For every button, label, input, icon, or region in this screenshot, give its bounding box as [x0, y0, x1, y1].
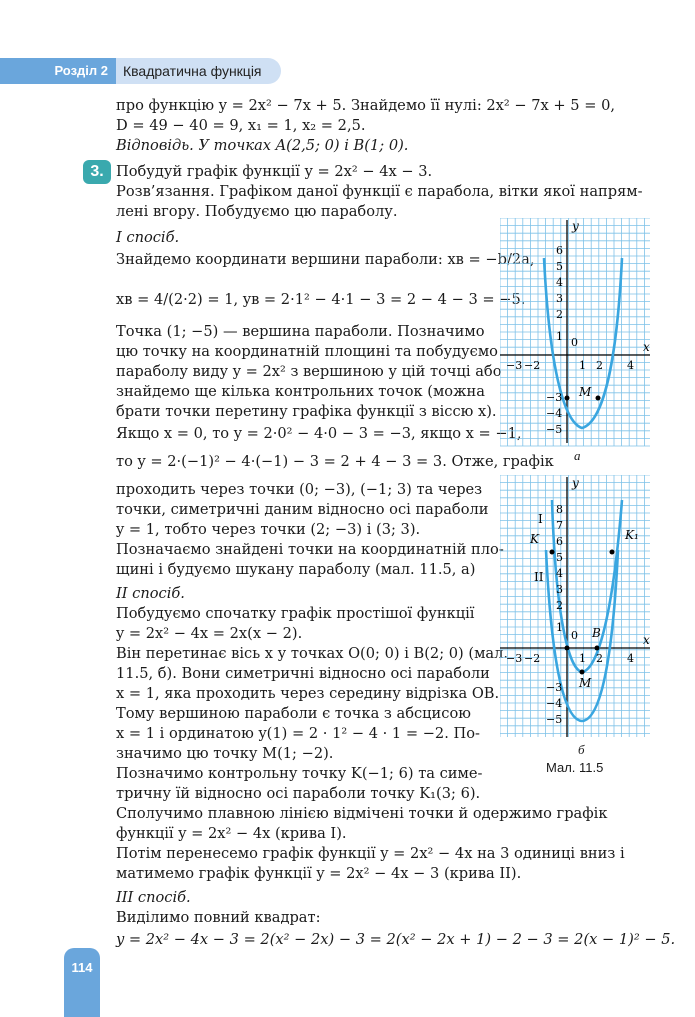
text-line: значимо цю точку M(1; −2).: [116, 745, 334, 762]
y-tick: 6: [556, 535, 563, 548]
text-line: цю точку на координатній площині та побудуємо: [116, 343, 498, 360]
y-tick: 1: [556, 330, 563, 343]
text-line: 11.5, б). Вони симетричні відносно осі параболи: [116, 665, 490, 682]
point-marker: [595, 646, 600, 651]
graph-b-grid: [500, 475, 650, 737]
text-line: D = 49 − 40 = 9, x₁ = 1, x₂ = 2,5.: [116, 117, 366, 134]
point-marker: [565, 646, 570, 651]
complete-square-formula: y = 2x² − 4x − 3 = 2(x² − 2x) − 3 = 2(x² − 2x + 1) − 2 − 3 = 2(x − 1)² − 5.: [116, 931, 676, 948]
point-label-k: K: [530, 532, 539, 546]
x-tick: −3: [506, 359, 523, 372]
y-tick: −4: [546, 697, 563, 710]
text-line: точки, симетричні даним відносно осі параболи: [116, 501, 489, 518]
graph-a-grid: [500, 218, 650, 446]
point-label-b: B: [592, 626, 601, 640]
figure-caption: Мал. 11.5: [546, 760, 604, 775]
page-number-tab: [64, 948, 100, 1017]
y-tick: −5: [546, 713, 563, 726]
x-tick: 2: [596, 652, 603, 665]
x-tick: −2: [524, 359, 541, 372]
text-line: x = 1 і ординатою y(1) = 2 · 1² − 4 · 1 = −2. По-: [116, 725, 480, 742]
x-axis-label: x: [643, 633, 650, 647]
point-label-m: M: [579, 676, 592, 690]
text-line: тричну їй відносно осі параболи точку K₁(3; 6).: [116, 785, 481, 802]
text-line: проходить через точки (0; −3), (−1; 3) та через: [116, 481, 483, 498]
text-line: щині і будуємо шукану параболу (мал. 11.5, а): [116, 561, 476, 578]
text-line: брати точки перетину графіка функції з віссю x).: [116, 403, 497, 420]
method-heading: II спосіб.: [116, 585, 185, 602]
point-marker: [580, 670, 585, 675]
text-line: знайдемо ще кілька контрольних точок (можна: [116, 383, 485, 400]
curve-ii-label: II: [534, 570, 544, 584]
graph-a-label: а: [574, 448, 581, 463]
point-marker: [565, 396, 570, 401]
x-tick: 1: [579, 652, 586, 665]
page-number: 114: [71, 960, 93, 975]
x-tick: 4: [627, 359, 634, 372]
y-tick: −3: [546, 391, 563, 404]
section-label: Розділ 2: [0, 58, 116, 84]
text-line: Позначаємо знайдені точки на координатній пло-: [116, 541, 504, 558]
text-line: про функцію y = 2x² − 7x + 5. Знайдемо її нулі: 2x² − 7x + 5 = 0,: [116, 97, 615, 114]
y-tick: 8: [556, 503, 563, 516]
origin-label: 0: [571, 336, 578, 349]
y-tick: −4: [546, 407, 563, 420]
y-tick: 5: [556, 551, 563, 564]
y-tick: 7: [556, 519, 563, 532]
y-tick: 2: [556, 599, 563, 612]
text-line: матимемо графік функції y = 2x² − 4x − 3 (крива II).: [116, 865, 522, 882]
text-line: то y = 2·(−1)² − 4·(−1) − 3 = 2 + 4 − 3 = 3. Отже, графік: [116, 453, 554, 470]
solution-line: Розв’язання. Графіком даної функції є парабола, вітки якої напрям-: [116, 183, 643, 200]
y-tick: 4: [556, 276, 563, 289]
text-line: Тому вершиною параболи є точка з абсцисою: [116, 705, 471, 722]
y-tick: −3: [546, 681, 563, 694]
text-line: Точка (1; −5) — вершина параболи. Позначимо: [116, 323, 485, 340]
text-line: y = 2x² − 4x = 2x(x − 2).: [116, 625, 303, 642]
origin-label: 0: [571, 629, 578, 642]
x-tick: 1: [579, 359, 586, 372]
text-line: y = 1, тобто через точки (2; −3) і (3; 3).: [116, 521, 421, 538]
point-label-m: M: [579, 385, 592, 399]
x-tick: −2: [524, 652, 541, 665]
y-tick: 4: [556, 567, 563, 580]
text-line: лені вгору. Побудуємо цю параболу.: [116, 203, 398, 220]
y-axis-label: y: [572, 219, 579, 233]
x-axis-label: x: [643, 340, 650, 354]
y-tick: 3: [556, 583, 563, 596]
y-tick: 2: [556, 308, 563, 321]
text-line: Побудуємо спочатку графік простішої функції: [116, 605, 475, 622]
y-axis-label: y: [572, 476, 579, 490]
y-tick: 3: [556, 292, 563, 305]
text-line: Сполучимо плавною лінією відмічені точки й одержимо графік: [116, 805, 608, 822]
vertex-computation: xв = 4/(2·2) = 1, yв = 2·1² − 4·1 − 3 = 2 − 4 − 3 = −5.: [116, 291, 526, 308]
y-tick: 1: [556, 621, 563, 634]
point-marker: [596, 396, 601, 401]
text-line: x = 1, яка проходить через середину відрізка OB.: [116, 685, 500, 702]
vertex-formula: Знайдемо координати вершини параболи: xв = −b/2a,: [116, 251, 535, 268]
text-line: Він перетинає вісь x у точках O(0; 0) і B(2; 0) (мал.: [116, 645, 509, 662]
problem-number-badge: 3.: [83, 160, 111, 184]
method-heading: III спосіб.: [116, 889, 191, 906]
y-tick: −5: [546, 423, 563, 436]
x-tick: 4: [627, 652, 634, 665]
text-line: параболу виду y = 2x² з вершиною у цій точці або: [116, 363, 502, 380]
problem-statement: Побудуй графік функції y = 2x² − 4x − 3.: [116, 163, 433, 180]
point-marker: [550, 550, 555, 555]
chapter-title: Квадратична функція: [123, 63, 262, 79]
point-marker: [610, 550, 615, 555]
text-line: Якщо x = 0, то y = 2·0² − 4·0 − 3 = −3, якщо x = −1,: [116, 425, 522, 442]
y-tick: 6: [556, 244, 563, 257]
text-line: Виділимо повний квадрат:: [116, 909, 321, 926]
x-tick: 2: [596, 359, 603, 372]
text-line: Потім перенесемо графік функції y = 2x² − 4x на 3 одиниці вниз і: [116, 845, 625, 862]
y-tick: 5: [556, 260, 563, 273]
curve-i-label: I: [538, 512, 543, 526]
graph-a: [500, 218, 652, 448]
point-label-k1: K₁: [625, 528, 639, 542]
graph-b: [500, 475, 652, 740]
graph-b-label: б: [578, 742, 585, 757]
text-line: функції y = 2x² − 4x (крива I).: [116, 825, 347, 842]
x-tick: −3: [506, 652, 523, 665]
answer-line: Відповідь. У точках A(2,5; 0) і B(1; 0).: [116, 137, 409, 154]
text-line: Позначимо контрольну точку K(−1; 6) та симе-: [116, 765, 483, 782]
method-heading: I спосіб.: [116, 229, 180, 246]
